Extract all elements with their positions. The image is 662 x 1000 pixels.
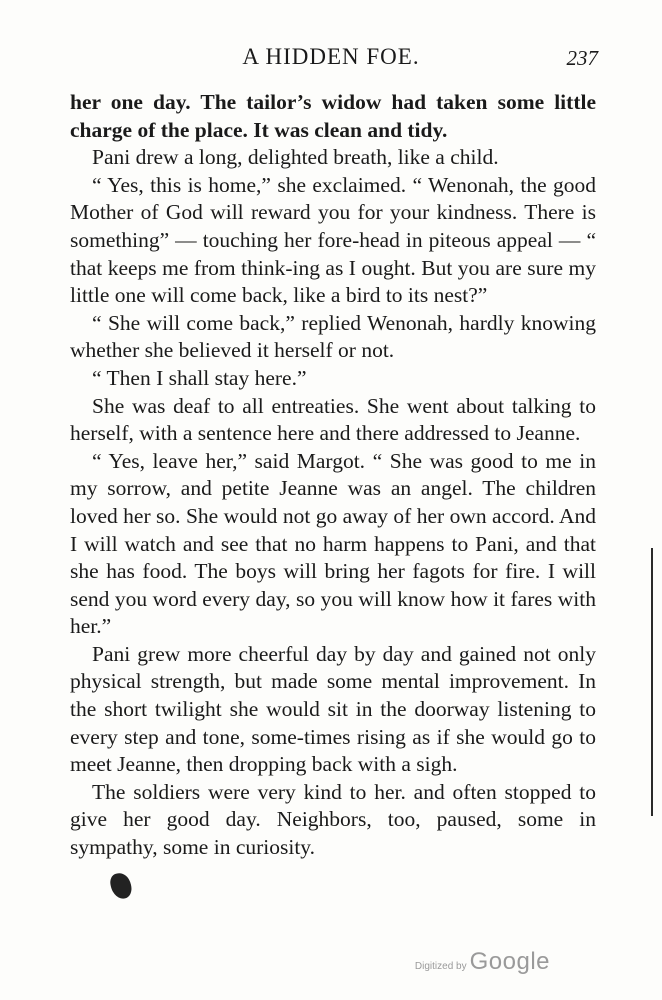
paragraph-4: “ She will come back,” replied Wenonah, hardly knowing whether she believed it herself or not. [70,310,596,363]
running-title: A HIDDEN FOE. [242,44,420,69]
paragraph-6: She was deaf to all entreaties. She went about talking to herself, with a sentence here and there addressed to Jeanne. [70,393,596,446]
paragraph-2: Pani drew a long, delighted breath, like a child. [92,145,499,170]
running-head [0,44,662,74]
watermark-brand: Google [469,948,550,975]
margin-rule [651,548,653,816]
paragraph-8: Pani grew more cheerful day by day and gained not only physical strength, but made some mental improvement. In the short twilight she would sit in the doorway listening to every step and tone, some-times rising as if she would go to meet Jeanne, then dropping back with a sigh. [70,641,596,777]
paragraph-1: her one day. The tailor’s widow had taken some little charge of the place. It was clean and tidy. [70,90,596,142]
page-number: 237 [566,46,598,70]
paragraph-7: “ Yes, leave her,” said Margot. “ She was good to me in my sorrow, and petite Jeanne was an angel. The children loved her so. She would not go away of her own accord. And I will watch and see that no harm happens to Pani, and that she has food. The boys will bring her fagots for fire. I will send you word every day, so you will know how it fares with her.” [70,448,596,639]
paragraph-5: “ Then I shall stay here.” [92,365,307,390]
paragraph-3: “ Yes, this is home,” she exclaimed. “ Wenonah, the good Mother of God will reward you for your kindness. There is something” — touching her fore-head in piteous appeal — “ that keeps me from think-ing as I ought. But you are sure my little one will come back, like a bird to its nest?” [70,172,596,308]
body-text [70,89,596,862]
ink-blot [109,871,134,901]
watermark-prefix: Digitized by [414,961,467,972]
paragraph-9: The soldiers were very kind to her. and often stopped to give her good day. Neighbors, too, paused, some in sympathy, some in curiosity. [70,779,596,860]
digitized-watermark [415,948,550,976]
